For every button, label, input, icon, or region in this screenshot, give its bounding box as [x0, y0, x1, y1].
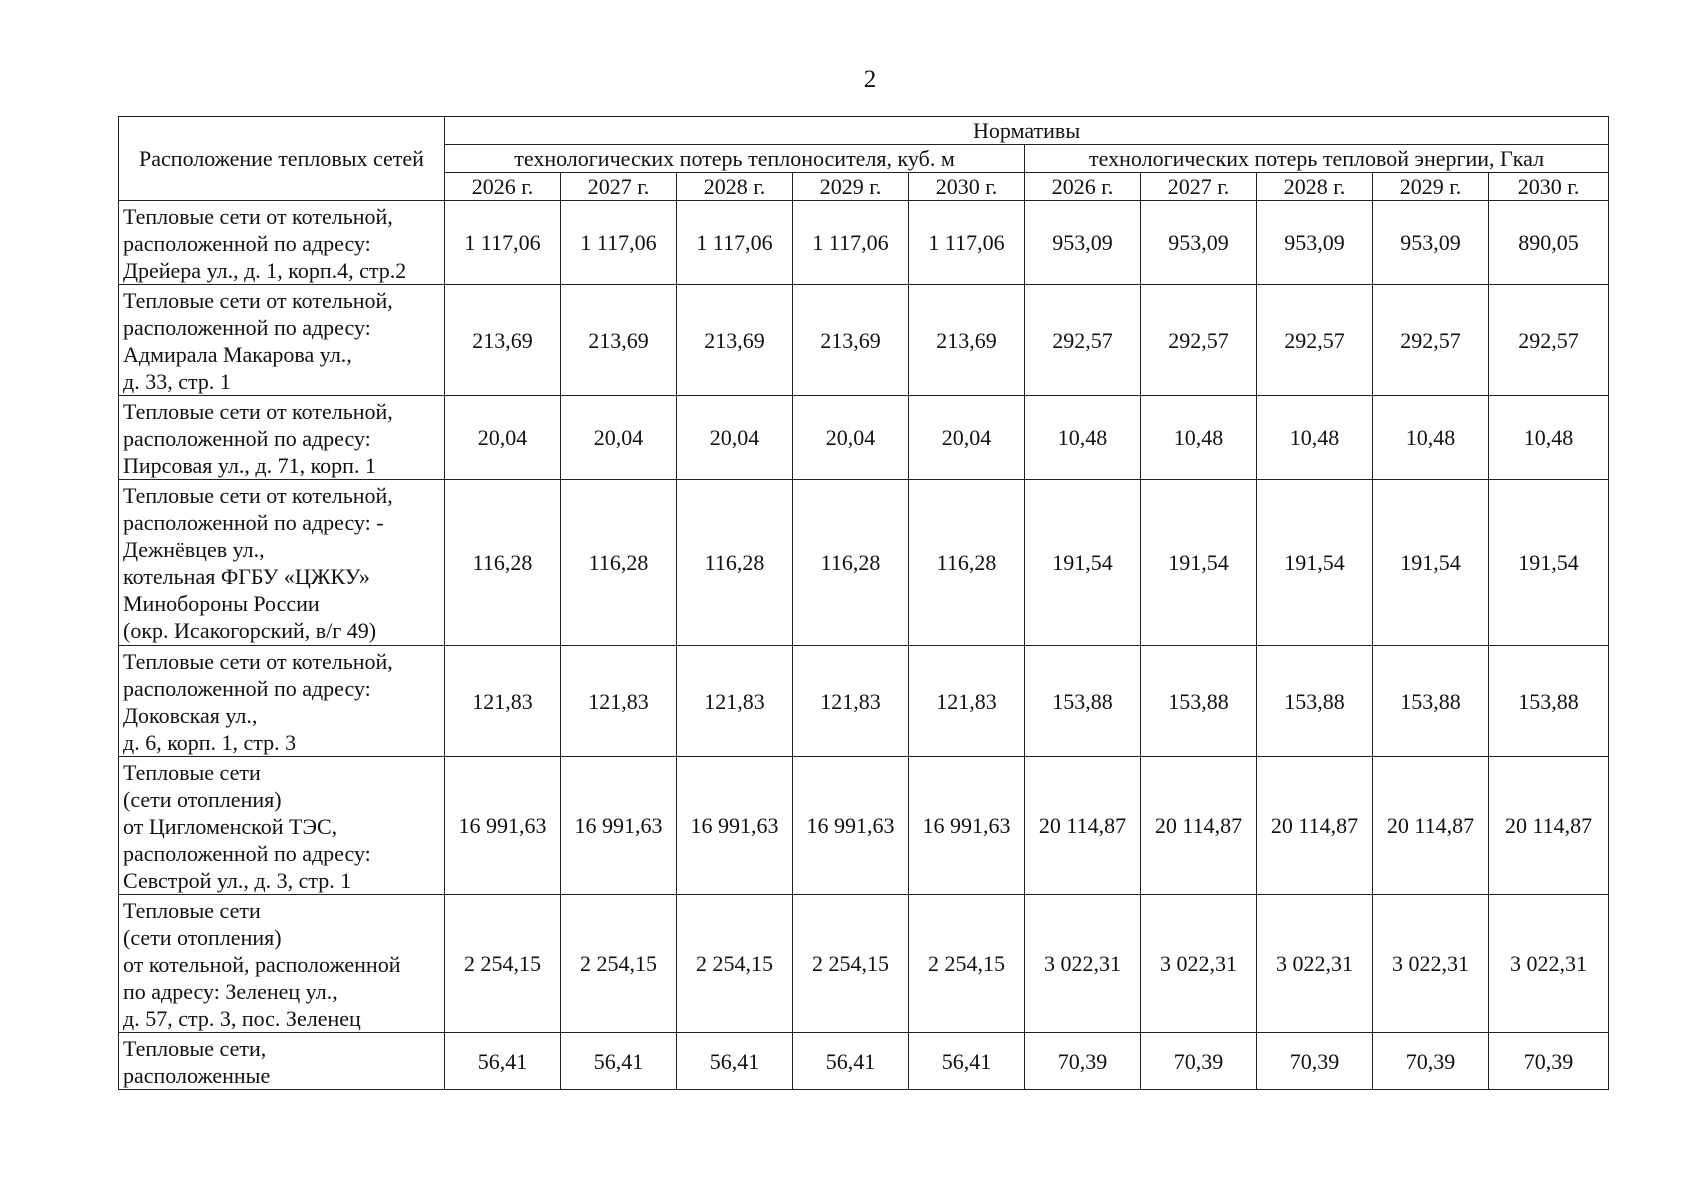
heat-value: 70,39	[1141, 1033, 1257, 1090]
coolant-value: 20,04	[445, 396, 561, 480]
coolant-value: 16 991,63	[677, 757, 793, 895]
heat-value: 10,48	[1489, 396, 1609, 480]
year-header: 2027 г.	[561, 173, 677, 201]
year-header: 2027 г.	[1141, 173, 1257, 201]
coolant-value: 1 117,06	[677, 201, 793, 285]
table-row	[119, 757, 1609, 895]
heat-value: 20 114,87	[1373, 757, 1489, 895]
heat-value: 890,05	[1489, 201, 1609, 285]
coolant-value: 20,04	[677, 396, 793, 480]
year-header: 2029 г.	[793, 173, 909, 201]
year-header: 2028 г.	[1257, 173, 1373, 201]
table-row	[119, 201, 1609, 285]
heat-value: 3 022,31	[1373, 895, 1489, 1033]
heat-value: 191,54	[1373, 480, 1489, 646]
heat-value: 70,39	[1373, 1033, 1489, 1090]
coolant-value: 116,28	[677, 480, 793, 646]
coolant-value: 2 254,15	[445, 895, 561, 1033]
coolant-value: 16 991,63	[445, 757, 561, 895]
heat-value: 153,88	[1257, 646, 1373, 757]
year-header: 2029 г.	[1373, 173, 1489, 201]
heat-value: 191,54	[1257, 480, 1373, 646]
location-cell: Тепловые сети (сети отопления) от Цигломенской ТЭС, расположенной по адресу: Севстрой ул., д. 3, стр. 1	[119, 757, 445, 895]
coolant-value: 2 254,15	[793, 895, 909, 1033]
table-row	[119, 646, 1609, 757]
heat-value: 3 022,31	[1025, 895, 1141, 1033]
heat-value: 953,09	[1025, 201, 1141, 285]
heat-value: 953,09	[1373, 201, 1489, 285]
coolant-group-header: технологических потерь теплоносителя, куб. м	[445, 145, 1025, 173]
year-header: 2030 г.	[1489, 173, 1609, 201]
location-cell: Тепловые сети от котельной, расположенной по адресу: Доковская ул., д. 6, корп. 1, стр. 3	[119, 646, 445, 757]
heat-value: 70,39	[1257, 1033, 1373, 1090]
heat-value: 953,09	[1141, 201, 1257, 285]
heat-value: 20 114,87	[1257, 757, 1373, 895]
coolant-value: 20,04	[561, 396, 677, 480]
heat-value: 292,57	[1257, 285, 1373, 396]
heat-value: 292,57	[1373, 285, 1489, 396]
header-row-1	[119, 117, 1609, 145]
norms-table	[118, 116, 1609, 1090]
heat-value: 3 022,31	[1257, 895, 1373, 1033]
heat-value: 292,57	[1025, 285, 1141, 396]
coolant-value: 20,04	[909, 396, 1025, 480]
coolant-value: 2 254,15	[561, 895, 677, 1033]
coolant-value: 213,69	[909, 285, 1025, 396]
location-cell: Тепловые сети, расположенные	[119, 1033, 445, 1090]
table-row	[119, 1033, 1609, 1090]
year-header: 2026 г.	[445, 173, 561, 201]
year-header: 2026 г.	[1025, 173, 1141, 201]
heat-value: 153,88	[1489, 646, 1609, 757]
coolant-value: 1 117,06	[445, 201, 561, 285]
heat-value: 191,54	[1489, 480, 1609, 646]
coolant-value: 56,41	[793, 1033, 909, 1090]
coolant-value: 56,41	[909, 1033, 1025, 1090]
heat-value: 191,54	[1025, 480, 1141, 646]
coolant-value: 2 254,15	[909, 895, 1025, 1033]
heat-value: 3 022,31	[1489, 895, 1609, 1033]
heat-value: 70,39	[1489, 1033, 1609, 1090]
norms-header: Нормативы	[445, 117, 1609, 145]
coolant-value: 1 117,06	[793, 201, 909, 285]
coolant-value: 116,28	[909, 480, 1025, 646]
heat-group-header: технологических потерь тепловой энергии, Гкал	[1025, 145, 1609, 173]
heat-value: 953,09	[1257, 201, 1373, 285]
heat-value: 191,54	[1141, 480, 1257, 646]
heat-value: 10,48	[1025, 396, 1141, 480]
coolant-value: 213,69	[793, 285, 909, 396]
table-row	[119, 895, 1609, 1033]
heat-value: 3 022,31	[1141, 895, 1257, 1033]
location-cell: Тепловые сети от котельной, расположенной по адресу: Пирсовая ул., д. 71, корп. 1	[119, 396, 445, 480]
coolant-value: 116,28	[793, 480, 909, 646]
location-cell: Тепловые сети от котельной, расположенной по адресу: Адмирала Макарова ул., д. 33, стр. 1	[119, 285, 445, 396]
coolant-value: 16 991,63	[793, 757, 909, 895]
coolant-value: 1 117,06	[561, 201, 677, 285]
coolant-value: 121,83	[445, 646, 561, 757]
coolant-value: 16 991,63	[561, 757, 677, 895]
coolant-value: 213,69	[445, 285, 561, 396]
coolant-value: 16 991,63	[909, 757, 1025, 895]
coolant-value: 121,83	[677, 646, 793, 757]
coolant-value: 56,41	[561, 1033, 677, 1090]
heat-value: 153,88	[1373, 646, 1489, 757]
coolant-value: 121,83	[909, 646, 1025, 757]
year-header: 2028 г.	[677, 173, 793, 201]
coolant-value: 121,83	[793, 646, 909, 757]
heat-value: 292,57	[1141, 285, 1257, 396]
location-header: Расположение тепловых сетей	[119, 117, 445, 201]
heat-value: 70,39	[1025, 1033, 1141, 1090]
heat-value: 153,88	[1141, 646, 1257, 757]
coolant-value: 213,69	[561, 285, 677, 396]
heat-value: 10,48	[1257, 396, 1373, 480]
coolant-value: 2 254,15	[677, 895, 793, 1033]
table-row	[119, 396, 1609, 480]
coolant-value: 1 117,06	[909, 201, 1025, 285]
heat-value: 20 114,87	[1141, 757, 1257, 895]
heat-value: 153,88	[1025, 646, 1141, 757]
table-row	[119, 285, 1609, 396]
coolant-value: 56,41	[677, 1033, 793, 1090]
coolant-value: 213,69	[677, 285, 793, 396]
heat-value: 292,57	[1489, 285, 1609, 396]
coolant-value: 116,28	[445, 480, 561, 646]
coolant-value: 116,28	[561, 480, 677, 646]
heat-value: 10,48	[1373, 396, 1489, 480]
location-cell: Тепловые сети от котельной, расположенной по адресу: - Дежнёвцев ул., котельная ФГБУ «ЦЖКУ» Минобороны России (окр. Исакогорский, в/г 49)	[119, 480, 445, 646]
year-header: 2030 г.	[909, 173, 1025, 201]
heat-value: 20 114,87	[1025, 757, 1141, 895]
location-cell: Тепловые сети от котельной, расположенной по адресу: Дрейера ул., д. 1, корп.4, стр.2	[119, 201, 445, 285]
page-number: 2	[863, 66, 877, 93]
table-row	[119, 480, 1609, 646]
coolant-value: 56,41	[445, 1033, 561, 1090]
coolant-value: 20,04	[793, 396, 909, 480]
heat-value: 10,48	[1141, 396, 1257, 480]
coolant-value: 121,83	[561, 646, 677, 757]
location-cell: Тепловые сети (сети отопления) от котельной, расположенной по адресу: Зеленец ул., д. 57, стр. 3, пос. Зеленец	[119, 895, 445, 1033]
heat-value: 20 114,87	[1489, 757, 1609, 895]
